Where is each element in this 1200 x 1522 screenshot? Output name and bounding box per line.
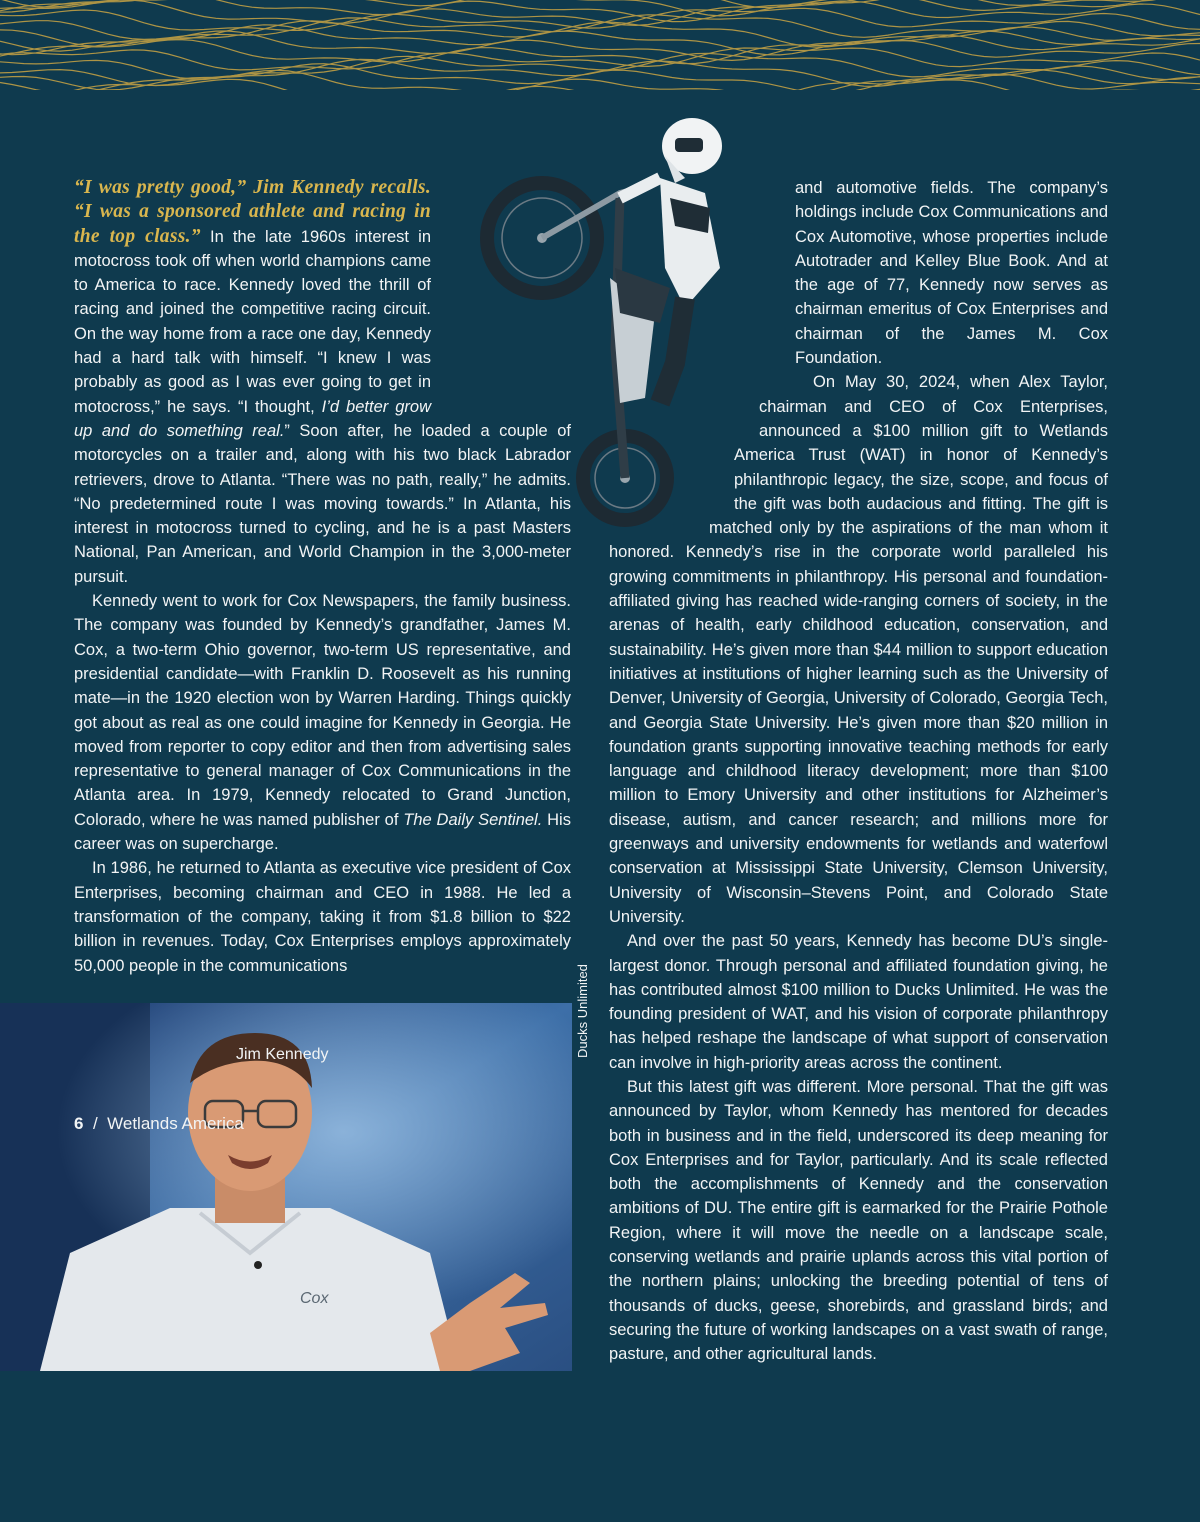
paragraph-1-text: In the late 1960s interest in motocross took off when world champions came to America to race. Kennedy loved the thrill of racing and joined the competitive racing circuit. On the way home from a race one day, Kennedy had a hard talk with himself. “I knew I was probably as good as I was ever going to get in motocross,” he says. “I thought, <box>74 227 431 416</box>
paragraph-1-italic: I’d better grow up and do something real. <box>74 397 431 440</box>
footer-separator: / <box>92 1114 98 1133</box>
page-number: 6 <box>74 1114 84 1133</box>
lead-pull-quote: “I was pretty good,” Jim Kennedy recalls. “I was a sponsored athlete and racing in the top class.” <box>74 177 431 247</box>
paragraph-1-text-cont: ” Soon after, he loaded a couple of motorcycles on a trailer and, along with his two black Labrador retrievers, drove to Atlanta. “There was no path, really,” he admits. “No predetermined route I was moving towards.” In Atlanta, his interest in motocross turned to cycling, and he is a past Masters National, Pan American, and World Champion in the 3,000-meter pursuit. <box>74 421 571 586</box>
publication-name: Wetlands America <box>107 1114 244 1133</box>
article-column-left <box>74 176 571 978</box>
right-paragraph-1: and automotive fields. The company’s holdings include Cox Communications and Cox Automotive, whose properties include Autotrader and Kelley Blue Book. And at the age of 77, Kennedy now serves as chairman emeritus of Cox Enterprises and chairman of the James M. Cox Foundation. <box>795 179 1108 368</box>
paragraph-2-text-cont: His career was on supercharge. <box>74 810 571 854</box>
article-column-right <box>609 176 1108 1367</box>
paragraph-3: In 1986, he returned to Atlanta as executive vice president of Cox Enterprises, becoming chairman and CEO in 1988. He led a transformation of the company, taking it from $1.8 billion to $22 billion in revenues. Today, Cox Enterprises employs approximately 50,000 people in the communications <box>74 859 571 975</box>
shirt-logo: Cox <box>300 1290 329 1307</box>
newspaper-title: The Daily Sentinel. <box>403 810 543 829</box>
right-paragraph-2: On May 30, 2024, when Alex Taylor, chairman and CEO of Cox Enterprises, announced a $100 million gift to Wetlands America Trust (WAT) in honor of Kennedy’s philanthropic legacy, the size, scope, and focus of the gift was both audacious and fitting. The gift is matched only by the aspirations of the man whom it honored. Kennedy’s rise in the corporate world paralleled his growing commitments in philanthropy. His personal and foundation-affiliated giving has reached wide-ranging corners of society, in the arenas of health, early childhood education, conservation, and sustainability. He’s given more than $44 million to support education initiatives at institutions of higher learning such as the University of Denver, University of Georgia, University of Colorado, Georgia Tech, and Georgia State University. He’s given more than $20 million in foundation grants supporting innovative teaching methods for early language and childhood literacy development; more than $100 million to Emory University and other institutions for Alzheimer’s disease, autism, and cancer research; and millions more for greenways and university endowments for wetlands and waterfowl conservation at Mississippi State University, Clemson University, University of Wisconsin–Stevens Point, and Colorado State University. <box>609 373 1108 926</box>
paragraph-2-text: Kennedy went to work for Cox Newspapers, the family business. The company was founded by Kennedy’s grandfather, James M. Cox, a two-term Ohio governor, two-term US representative, and presidential candidate—with Franklin D. Roosevelt as his running mate—in the 1920 election won by Warren Harding. Things quickly got about as real as one could imagine for Kennedy in Georgia. He moved from reporter to copy editor and then from advertising sales representative to general manager of Cox Communications in the Atlanta area. In 1979, Kennedy relocated to Grand Junction, Colorado, where he was named publisher of <box>74 592 571 829</box>
right-paragraph-4: But this latest gift was different. More personal. That the gift was announced by Taylor, whom Kennedy has mentored for decades both in business and in the field, underscored its deep meaning for Cox Enterprises and for Taylor, particularly. And its scale reflected both the accomplishments of Kennedy and the conservation ambitions of DU. The entire gift is earmarked for the Prairie Pothole Region, where it will move the needle on a landscape scale, conserving wetlands and prairie uplands across this vital portion of the northern plains; unlocking the breeding potential of tens of thousands of ducks, geese, shorebirds, and grassland birds; and securing the future of working landscapes on a vast swath of range, pasture, and other agricultural lands. <box>609 1077 1108 1364</box>
page-footer <box>74 1114 244 1134</box>
photo-credit: Ducks Unlimited <box>575 964 590 1058</box>
topographic-header-band <box>0 0 1200 90</box>
right-paragraph-3: And over the past 50 years, Kennedy has become DU’s single-largest donor. Through personal and affiliated foundation giving, he has contributed almost $100 million to Ducks Unlimited. He was the founding president of WAT, and his vision of corporate philanthropy has helped reshape the landscape of what support of conservation can involve in high-priority areas across the continent. <box>609 932 1108 1072</box>
photo-caption: Jim Kennedy <box>236 1046 329 1063</box>
